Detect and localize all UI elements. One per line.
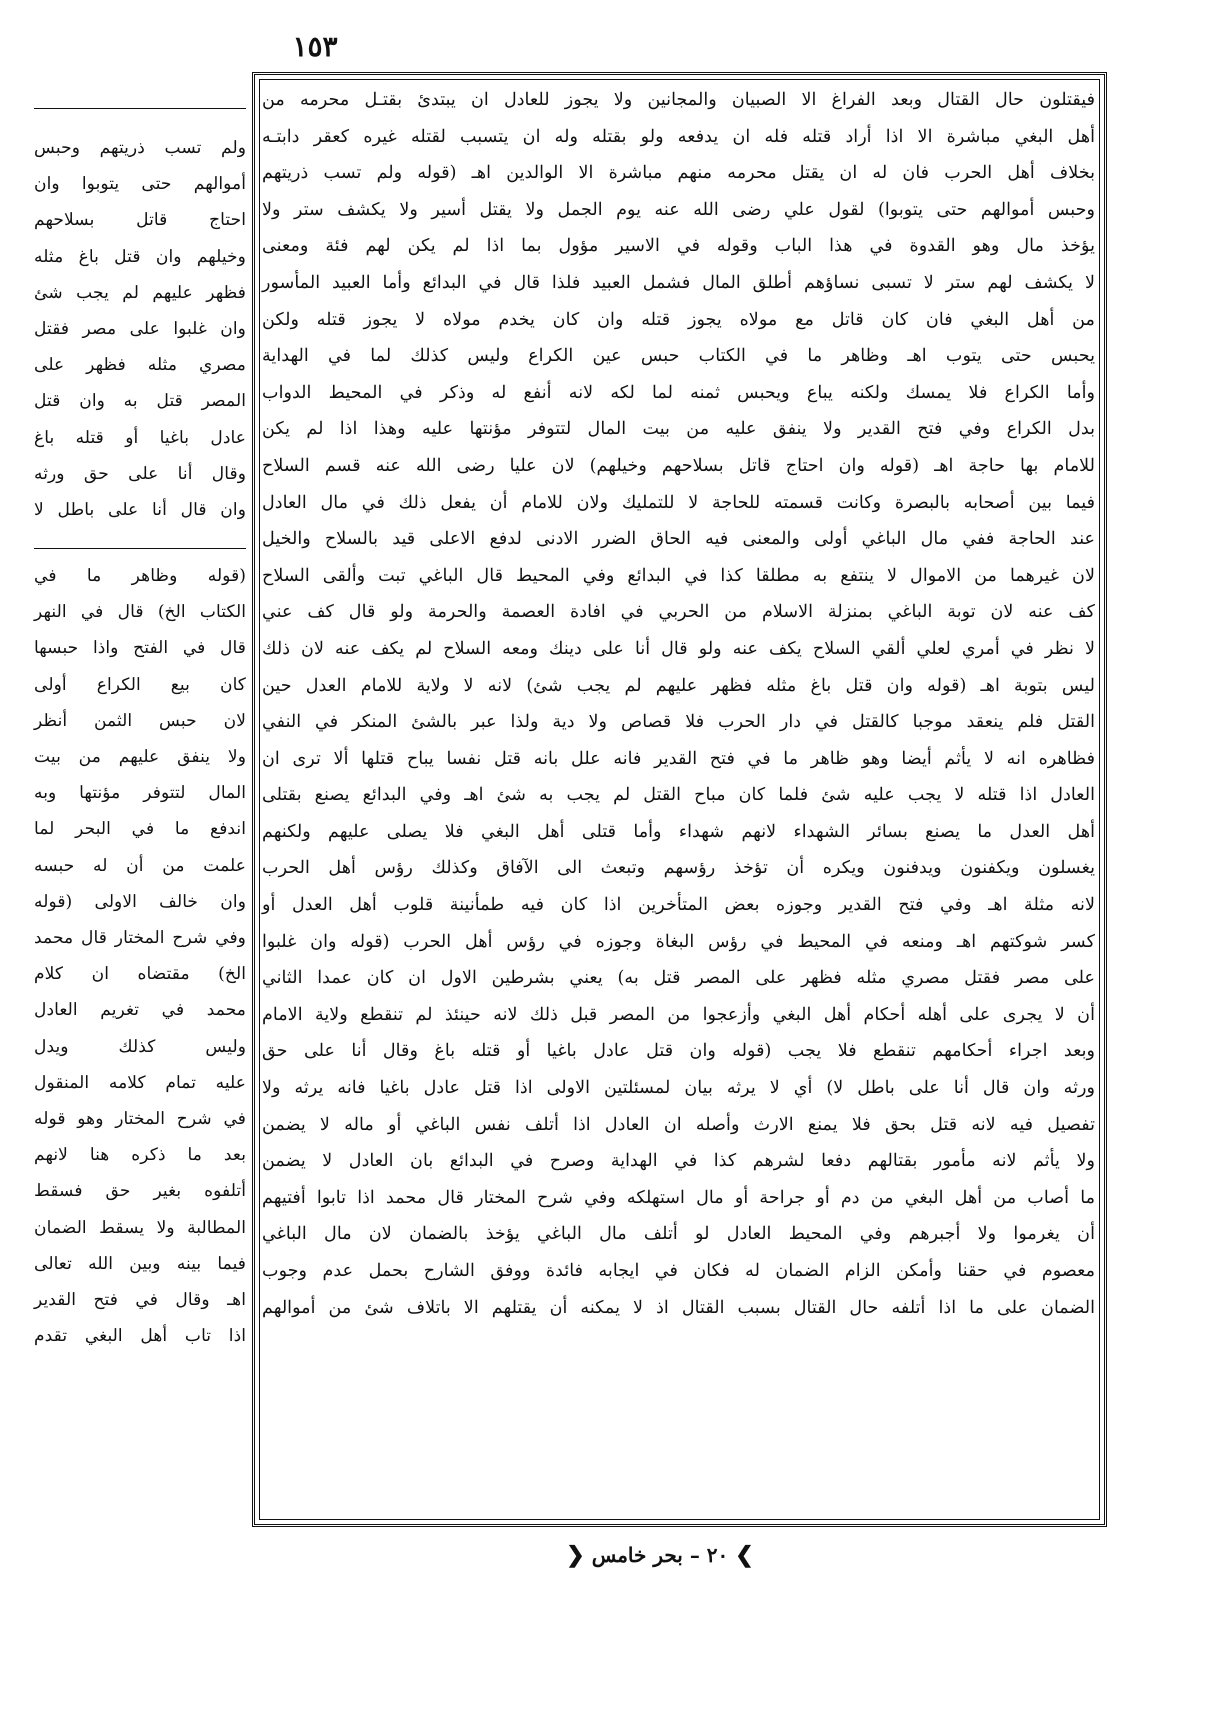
main-text-line: يحبس حتى يتوب اهـ وظاهر ما في الكتاب حبس عين الكراع وليس كذلك لما في الهداية [262, 346, 1095, 367]
main-text-line: بخلاف أهل الحرب فان له ان يقتل محرمه منهم مباشرة الا الوالدين اهـ (قوله ولم تسب ذريتهم [262, 163, 1095, 184]
margin-commentary-line: وليس كذلك ويدل [34, 1036, 246, 1057]
margin-matn-line: وقال أنا على حق ورثه [34, 463, 246, 484]
margin-commentary-line: بعد ما ذكره هنا لانهم [34, 1145, 246, 1166]
margin-commentary-line: محمد في تغريم العادل [34, 1000, 246, 1021]
main-text-line: ليس بتوبة اهـ (قوله وان قتل باغ مثله فظهر عليهم لم يجب شئ) لانه لا ولاية للامام العدل حين [262, 675, 1095, 696]
main-text-line: يغسلون ويكفنون ويدفنون ويكره أن تؤخذ رؤسهم وتبعث الى الآفاق وكذلك رؤس أهل الحرب [262, 858, 1095, 879]
margin-matn-line: احتاج قاتل بسلاحهم [34, 210, 246, 231]
margin-matn-line: وخيلهم وان قتل باغ مثله [34, 246, 246, 267]
margin-commentary-line: في شرح المختار وهو قوله [34, 1109, 246, 1130]
margin-commentary-line: اذا تاب أهل البغي تقدم [34, 1326, 246, 1347]
footer-ornament-right: ❯ [735, 1542, 754, 1568]
margin-divider-rule [34, 548, 246, 549]
footer-volume-number: ٢٠ [706, 1543, 729, 1567]
main-text-line: على مصر فقتل مصري مثله فظهر على المصر قتل به) يعني بشرطين الاول ان كان عمدا الثاني [262, 968, 1095, 989]
margin-commentary-line: فيما بينه وبين الله تعالى [34, 1253, 246, 1274]
main-text-line: وبعد اجراء أحكامهم تنقطع فلا يجب (قوله وان قتل عادل باغيا أو قتله باغ وقال أنا على حق [262, 1041, 1095, 1062]
main-text-line: فيقتلون حال القتال وبعد الفراغ الا الصبيان والمجانين ولا يجوز للعادل ان يبتدئ بقتـل محرمه من [262, 90, 1095, 110]
margin-commentary-line: اهـ وقال في فتح القدير [34, 1290, 246, 1311]
main-text-line: للامام بها حاجة اهـ (قوله وان احتاج قاتل بسلاحهم وخيلهم) لان عليا رضى الله عنه قسم السلاح [262, 455, 1095, 476]
main-text-line: كسر شوكتهم اهـ ومنعه في المحيط في رؤس البغاة وجوزه في رؤس أهل الحرب (قوله وان غلبوا [262, 931, 1095, 952]
margin-commentary-line: الكتاب الخ) قال في النهر [34, 602, 246, 623]
main-text-line: ما أصاب من أهل البغي من دم أو جراحة أو مال استهلكه وفي شرح المختار قال محمد اذا تابوا أفتيهم [262, 1187, 1095, 1208]
margin-commentary-line: المطالبة ولا يسقط الضمان [34, 1217, 246, 1238]
main-text-line: عند الحاجة ففي مال الباغي أولى والمعنى فيه الحاق الضرر الادنى لدفع الاعلى قيد بالسلاح والخيل [262, 529, 1095, 550]
footer-ornament-left: ❮ [566, 1542, 585, 1568]
main-text-line: العادل اذا قتله لا يجب عليه شئ فلما كان مباح القتل لم يجب به شئ اهـ وفي البدائع يصنع بقتلى [262, 785, 1095, 806]
page-footer [530, 1542, 790, 1568]
margin-top-rule [34, 108, 246, 109]
margin-commentary-line: ولا ينفق عليهم من بيت [34, 747, 246, 768]
main-commentary-text [262, 82, 1095, 1512]
main-text-line: معصوم في حقنا وأمكن الزام الضمان له فكان في ايجابه فائدة ووفق الشارح بحمل عدم وجوب [262, 1261, 1095, 1281]
margin-matn-line: مصري مثله فظهر على [34, 355, 246, 376]
main-text-line: فيما بين أصحابه بالبصرة وكانت قسمته للحاجة لا للتمليك ولان للامام أن يفعل ذلك في مال العادل [262, 492, 1095, 513]
main-text-line: من أهل البغي فان كان قاتل مع مولاه يجوز قتله وان كان يخدم مولاه لا يجوز قتله ولكن [262, 309, 1095, 330]
main-text-line: أهل البغي مباشرة الا اذا أراد قتله فله ان يدفعه ولو بقتله وله ان يتسبب لقتله غيره كعقر دابتـه [262, 126, 1095, 147]
margin-commentary-line: أتلفوه بغير حق فسقط [34, 1181, 246, 1202]
page-number: ١٥٣ [292, 30, 338, 63]
main-text-line: القتل فلم ينعقد موجبا كالقتل في دار الحرب فلا قصاص ولا دية ولذا عبر بالشئ المنكر في النفي [262, 712, 1095, 733]
main-text-line: لا نظر في أمري لعلي ألقي السلاح يكف عنه ولو قال أنا على دينك ومعه السلاح لم يكف عنه لان ذلك [262, 638, 1095, 659]
main-text-line: أهل العدل ما يصنع بسائر الشهداء لانهم شهداء وأما قتلى أهل البغي فلا يصلى عليهم ولكنهم [262, 821, 1095, 842]
margin-commentary-line: عليه تمام كلامه المنقول [34, 1072, 246, 1093]
main-text-line: تفصيل فيه لانه قتل بحق فلا يمنع الارث وأصله ان العادل اذا أتلف نفس الباغي أو ماله لا يضمن [262, 1114, 1095, 1135]
margin-matn-line: ولم تسب ذريتهم وحبس [34, 138, 246, 158]
main-text-line: أن لا يجرى على أهله أحكام أهل البغي وأزعجوا من المصر قبل ذلك لانه حينئذ لم تنقطع ولاية الامام [262, 1004, 1095, 1025]
margin-matn-line: المصر قتل به وان قتل [34, 391, 246, 412]
margin-commentary-line: المال لتتوفر مؤنتها وبه [34, 783, 246, 804]
margin-commentary-line: قال في الفتح واذا حبسها [34, 638, 246, 659]
margin-commentary-line: وان خالف الاولى (قوله [34, 891, 246, 912]
main-text-line: ولا يأثم لانه مأمور بقتالهم دفعا لشرهم كذا في الهداية وصرح في البدائع بان العادل لا يضمن [262, 1151, 1095, 1172]
margin-commentary-line: وفي شرح المختار قال محمد [34, 928, 246, 949]
margin-matn-line: فظهر عليهم لم يجب شئ [34, 282, 246, 303]
margin-commentary-line: اندفع ما في البحر لما [34, 819, 246, 840]
margin-commentary-text [34, 558, 246, 1347]
main-text-line: لان غيرهما من الاموال لا ينتفع به مطلقا كذا في البدائع وفي المحيط قال الباغي تبت وألقى السلاح [262, 565, 1095, 586]
main-text-line: كف عنه لان توبة الباغي بمنزلة الاسلام من الحربي في افادة العصمة والحرمة ولو قال كف عني [262, 602, 1095, 623]
margin-commentary-line: (قوله وظاهر ما في [34, 566, 246, 586]
main-text-line: لانه مثلة اهـ وفي فتح القدير وجوزه بعض المتأخرين اذا كان فيه طمأنينة قلوب أهل العدل أو [262, 895, 1095, 916]
margin-commentary-line: علمت من أن له حبسه [34, 855, 246, 876]
main-text-line: بدل الكراع وفي فتح القدير ولا ينفق عليه من بيت المال لتتوفر مؤنتها عليه وهذا اذا لم يكن [262, 419, 1095, 440]
margin-matn-line: أموالهم حتى يتوبوا وان [34, 174, 246, 195]
margin-matn-line: وان قال أنا على باطل لا [34, 500, 246, 521]
margin-matn-line: عادل باغيا أو قتله باغ [34, 427, 246, 448]
margin-matn-text [34, 130, 246, 550]
footer-dash: – [689, 1543, 700, 1567]
main-text-line: فظاهره انه لا يأثم أيضا وهو ظاهر ما في فتح القدير فانه علل بانه قتل نفسا يباح قتلها ألا ترى ان [262, 748, 1095, 769]
main-text-line: يؤخذ مال وهو القدوة في هذا الباب وقوله في الاسير مؤول بما اذا لم يكن لهم فئة ومعنى [262, 236, 1095, 257]
margin-commentary-line: الخ) مقتضاه ان كلام [34, 964, 246, 985]
main-text-line: لا يكشف لهم ستر لا تسبى نساؤهم أطلق المال فشمل العبيد فلذا قال في البدائع وأما العبيد المأسور [262, 272, 1095, 293]
main-text-line: الضمان على ما اذا أتلفه حال القتال بسبب القتال اذ لا يمكنه أن يقتلهم الا باتلاف شئ من أموالهم [262, 1297, 1095, 1318]
margin-matn-line: وان غلبوا على مصر فقتل [34, 319, 246, 340]
margin-commentary-line: لان حبس الثمن أنظر [34, 710, 246, 731]
main-text-line: وحبس أموالهم حتى يتوبوا) لقول علي رضى الله عنه يوم الجمل ولا يقتل أسير ولا يكشف ستر ولا [262, 199, 1095, 220]
main-text-line: ورثه وان قال أنا على باطل لا) أي لا يرثه بيان لمسئلتين الاولى اذا قتل عادل باغيا فانه يرثه ولا [262, 1078, 1095, 1099]
footer-volume-label: بحر خامس [591, 1543, 683, 1567]
margin-commentary-line: كان بيع الكراع أولى [34, 674, 246, 695]
main-text-line: وأما الكراع فلا يمسك ولكنه يباع ويحبس ثمنه لما لكه لانه أنفع له وذكر في المحيط الدواب [262, 382, 1095, 403]
main-text-line: أن يغرموا ولا أجبرهم وفي المحيط العادل لو أتلف مال الباغي يؤخذ بالضمان لان مال الباغي [262, 1224, 1095, 1245]
